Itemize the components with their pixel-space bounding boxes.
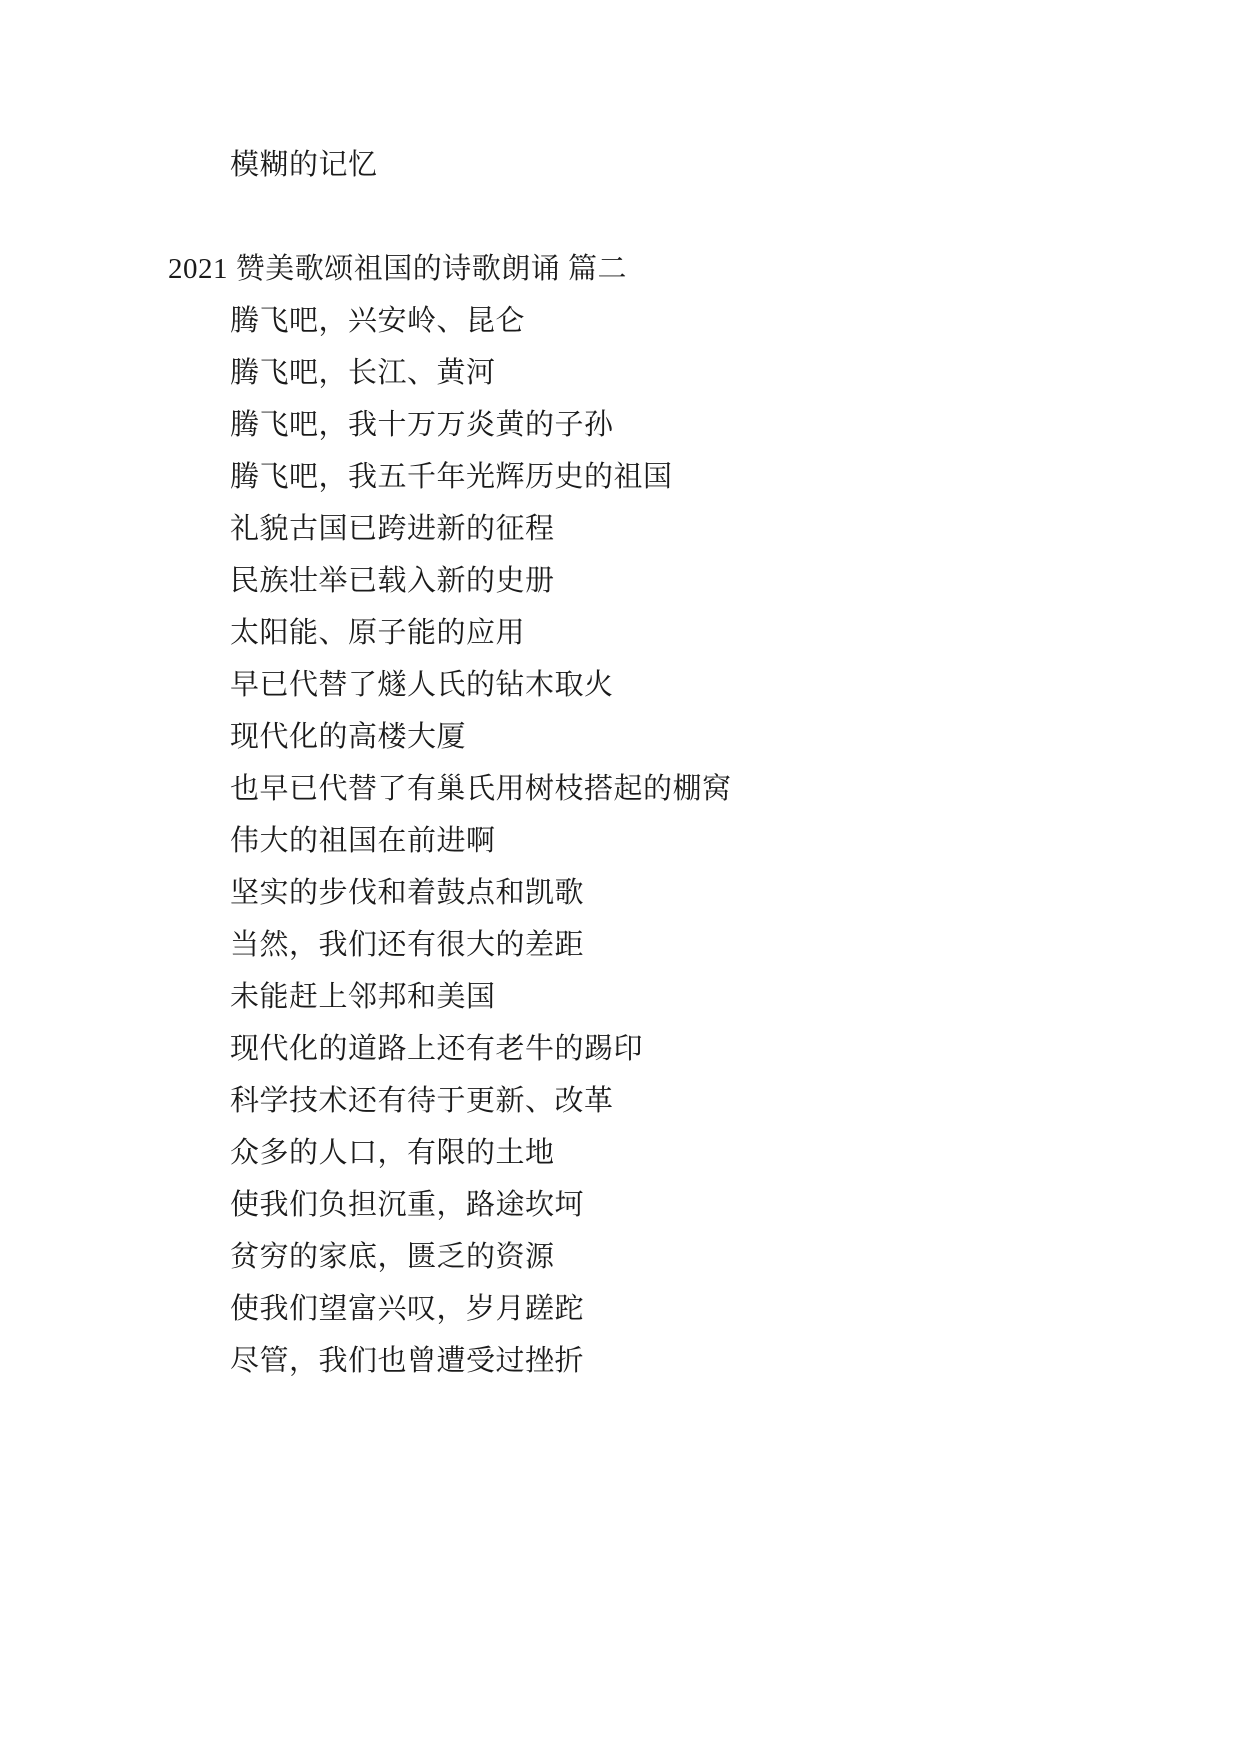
poem-line: 贫穷的家底，匮乏的资源 <box>230 1241 555 1273</box>
poem-line: 众多的人口，有限的土地 <box>230 1137 555 1169</box>
poem-line: 当然，我们还有很大的差距 <box>230 929 585 961</box>
poem-line: 民族壮举已载入新的史册 <box>230 565 555 597</box>
poem-line: 腾飞吧，我十万万炎黄的子孙 <box>230 409 614 441</box>
previous-poem-last-line: 模糊的记忆 <box>230 149 378 181</box>
poem-line: 太阳能、原子能的应用 <box>230 617 526 649</box>
poem-line: 伟大的祖国在前进啊 <box>230 825 496 857</box>
poem-line: 尽管，我们也曾遭受过挫折 <box>230 1345 585 1377</box>
poem-line: 礼貌古国已跨进新的征程 <box>230 513 555 545</box>
poem-line: 使我们望富兴叹，岁月蹉跎 <box>230 1293 585 1325</box>
poem-line: 腾飞吧，我五千年光辉历史的祖国 <box>230 461 673 493</box>
poem-line: 现代化的高楼大厦 <box>230 721 467 753</box>
poem-line: 使我们负担沉重，路途坎坷 <box>230 1189 585 1221</box>
poem-line: 现代化的道路上还有老牛的踢印 <box>230 1033 644 1065</box>
poem-line: 坚实的步伐和着鼓点和凯歌 <box>230 877 585 909</box>
poem-line: 腾飞吧，长江、黄河 <box>230 357 496 389</box>
poem-line: 也早已代替了有巢氏用树枝搭起的棚窝 <box>230 773 732 805</box>
poem-line: 早已代替了燧人氏的钻木取火 <box>230 669 614 701</box>
blank-line <box>168 191 1121 243</box>
poem-line: 科学技术还有待于更新、改革 <box>230 1085 614 1117</box>
poem-line: 未能赶上邻邦和美国 <box>230 981 496 1013</box>
poem-line: 腾飞吧，兴安岭、昆仑 <box>230 305 526 337</box>
section-heading: 2021 赞美歌颂祖国的诗歌朗诵 篇二 <box>168 253 628 285</box>
poem-body <box>168 295 1121 1387</box>
